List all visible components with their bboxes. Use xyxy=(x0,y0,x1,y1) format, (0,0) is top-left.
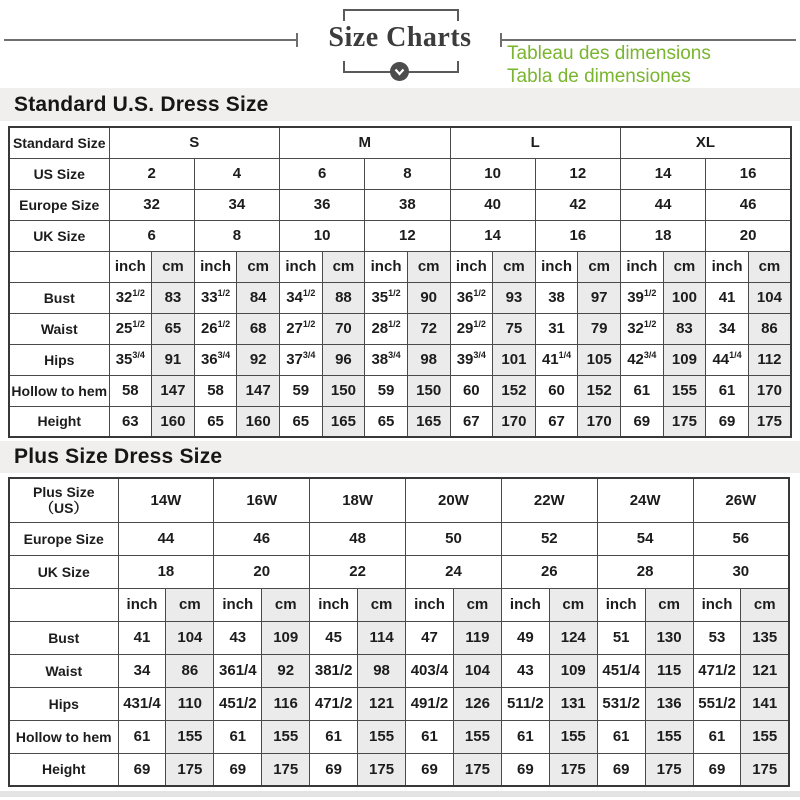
measure-row xyxy=(9,720,789,753)
size-cell: 14W xyxy=(118,478,214,522)
value-cell: 104 xyxy=(166,621,214,654)
standard-size-table-body xyxy=(9,127,791,437)
value-cell: 91 xyxy=(152,344,195,375)
value-cell: 121 xyxy=(358,687,406,720)
unit-cell: cm xyxy=(358,588,406,621)
value-cell: 147 xyxy=(152,375,195,406)
row-label: Hollow to hem xyxy=(9,720,118,753)
unit-cell: inch xyxy=(450,251,493,282)
size-cell: 14 xyxy=(450,220,535,251)
value-cell: 175 xyxy=(549,753,597,786)
size-cell: 48 xyxy=(310,522,406,555)
size-cell: 20 xyxy=(706,220,791,251)
value-cell: 147 xyxy=(237,375,280,406)
value-cell: 65 xyxy=(194,406,237,437)
plus-section-band xyxy=(0,441,800,473)
value-cell: 51 xyxy=(597,621,645,654)
size-cell: M xyxy=(280,127,451,158)
size-cell: 26 xyxy=(501,555,597,588)
size-cell: 8 xyxy=(365,158,450,189)
value-cell: 170 xyxy=(578,406,621,437)
size-cell: 18 xyxy=(118,555,214,588)
row-label: Bust xyxy=(9,621,118,654)
standard-size-table xyxy=(8,126,792,438)
value-cell: 65 xyxy=(280,406,323,437)
value-cell: 69 xyxy=(621,406,664,437)
size-cell: L xyxy=(450,127,621,158)
unit-cell: inch xyxy=(501,588,549,621)
size-cell: 30 xyxy=(693,555,789,588)
value-cell: 69 xyxy=(406,753,454,786)
value-cell: $42^{3/4}$ xyxy=(621,344,664,375)
chevron-down-icon xyxy=(390,62,409,81)
value-cell: 105 xyxy=(578,344,621,375)
size-cell: 18 xyxy=(621,220,706,251)
title-bracket-top xyxy=(343,9,459,21)
unit-cell: cm xyxy=(322,251,365,282)
value-cell: 155 xyxy=(358,720,406,753)
value-cell: 531/2 xyxy=(597,687,645,720)
unit-cell: cm xyxy=(741,588,789,621)
value-cell: 361/4 xyxy=(214,654,262,687)
value-cell: 160 xyxy=(152,406,195,437)
size-cell: 2 xyxy=(109,158,194,189)
value-cell: 86 xyxy=(166,654,214,687)
value-cell: $39^{3/4}$ xyxy=(450,344,493,375)
value-cell: 79 xyxy=(578,313,621,344)
unit-cell: inch xyxy=(118,588,166,621)
unit-cell: cm xyxy=(453,588,501,621)
value-cell: 101 xyxy=(493,344,536,375)
value-cell: 67 xyxy=(450,406,493,437)
right-rule xyxy=(500,39,796,41)
row-label: Waist xyxy=(9,313,109,344)
unit-cell: inch xyxy=(406,588,454,621)
unit-cell: cm xyxy=(152,251,195,282)
value-cell: 70 xyxy=(322,313,365,344)
value-cell: 49 xyxy=(501,621,549,654)
row-label: Europe Size xyxy=(9,189,109,220)
unit-cell: inch xyxy=(280,251,323,282)
size-cell: 24W xyxy=(597,478,693,522)
value-cell: 114 xyxy=(358,621,406,654)
value-cell: 119 xyxy=(453,621,501,654)
standard-section-band xyxy=(0,88,800,121)
value-cell: 43 xyxy=(501,654,549,687)
value-cell: 126 xyxy=(453,687,501,720)
size-cell: 46 xyxy=(706,189,791,220)
value-cell: 97 xyxy=(578,282,621,313)
value-cell: 67 xyxy=(535,406,578,437)
value-cell: 124 xyxy=(549,621,597,654)
value-cell: 86 xyxy=(748,313,791,344)
size-row xyxy=(9,189,791,220)
value-cell: 175 xyxy=(358,753,406,786)
value-cell: 170 xyxy=(748,375,791,406)
value-cell: 152 xyxy=(578,375,621,406)
value-cell: 175 xyxy=(741,753,789,786)
size-cell: 18W xyxy=(310,478,406,522)
empty-cell xyxy=(9,251,109,282)
row-label: US Size xyxy=(9,158,109,189)
value-cell: 96 xyxy=(322,344,365,375)
left-rule-tick xyxy=(296,33,298,47)
value-cell: $34^{1/2}$ xyxy=(280,282,323,313)
value-cell: 131 xyxy=(549,687,597,720)
value-cell: 116 xyxy=(262,687,310,720)
unit-cell: inch xyxy=(365,251,408,282)
value-cell: $33^{1/2}$ xyxy=(194,282,237,313)
value-cell: 69 xyxy=(693,753,741,786)
size-cell: 10 xyxy=(280,220,365,251)
value-cell: 155 xyxy=(166,720,214,753)
size-cell: 44 xyxy=(621,189,706,220)
value-cell: 155 xyxy=(663,375,706,406)
unit-cell: cm xyxy=(578,251,621,282)
size-cell: 50 xyxy=(406,522,502,555)
value-cell: $28^{1/2}$ xyxy=(365,313,408,344)
value-cell: 69 xyxy=(597,753,645,786)
value-cell: $27^{1/2}$ xyxy=(280,313,323,344)
measure-row xyxy=(9,375,791,406)
value-cell: 130 xyxy=(645,621,693,654)
unit-cell: inch xyxy=(310,588,358,621)
value-cell: 90 xyxy=(407,282,450,313)
size-cell: 16 xyxy=(706,158,791,189)
value-cell: $37^{3/4}$ xyxy=(280,344,323,375)
size-row xyxy=(9,158,791,189)
value-cell: 88 xyxy=(322,282,365,313)
size-cell: 38 xyxy=(365,189,450,220)
plus-size-table-body xyxy=(9,478,789,786)
value-cell: 112 xyxy=(748,344,791,375)
measure-row xyxy=(9,282,791,313)
value-cell: 72 xyxy=(407,313,450,344)
value-cell: 381/2 xyxy=(310,654,358,687)
size-cell: 22W xyxy=(501,478,597,522)
row-label: Height xyxy=(9,753,118,786)
row-label: Europe Size xyxy=(9,522,118,555)
value-cell: 69 xyxy=(118,753,166,786)
value-cell: 100 xyxy=(663,282,706,313)
unit-cell: cm xyxy=(407,251,450,282)
row-label: Hips xyxy=(9,344,109,375)
value-cell: $41^{1/4}$ xyxy=(535,344,578,375)
value-cell: 59 xyxy=(280,375,323,406)
value-cell: 98 xyxy=(358,654,406,687)
left-rule xyxy=(4,39,297,41)
measure-row xyxy=(9,344,791,375)
value-cell: 175 xyxy=(645,753,693,786)
row-label: Waist xyxy=(9,654,118,687)
size-cell: XL xyxy=(621,127,792,158)
value-cell: 41 xyxy=(706,282,749,313)
unit-cell: inch xyxy=(109,251,152,282)
value-cell: 68 xyxy=(237,313,280,344)
measure-row xyxy=(9,406,791,437)
value-cell: 83 xyxy=(152,282,195,313)
value-cell: 551/2 xyxy=(693,687,741,720)
value-cell: 165 xyxy=(322,406,365,437)
value-cell: $38^{3/4}$ xyxy=(365,344,408,375)
value-cell: $36^{1/2}$ xyxy=(450,282,493,313)
value-cell: 175 xyxy=(453,753,501,786)
unit-cell: inch xyxy=(597,588,645,621)
value-cell: 150 xyxy=(322,375,365,406)
size-cell: 44 xyxy=(118,522,214,555)
page-title: Size Charts xyxy=(328,22,472,53)
row-label: Bust xyxy=(9,282,109,313)
row-label: Hips xyxy=(9,687,118,720)
value-cell: 155 xyxy=(453,720,501,753)
empty-cell xyxy=(9,588,118,621)
unit-cell: inch xyxy=(693,588,741,621)
value-cell: 69 xyxy=(214,753,262,786)
size-cell: S xyxy=(109,127,280,158)
value-cell: 31 xyxy=(535,313,578,344)
size-cell: 4 xyxy=(194,158,279,189)
unit-cell: inch xyxy=(706,251,749,282)
value-cell: 155 xyxy=(549,720,597,753)
size-cell: 34 xyxy=(194,189,279,220)
size-row xyxy=(9,522,789,555)
value-cell: 141 xyxy=(741,687,789,720)
standard-section-heading: Standard U.S. Dress Size xyxy=(14,92,269,116)
value-cell: 92 xyxy=(262,654,310,687)
measure-row xyxy=(9,313,791,344)
size-row xyxy=(9,220,791,251)
value-cell: $44^{1/4}$ xyxy=(706,344,749,375)
size-cell: 8 xyxy=(194,220,279,251)
value-cell: 84 xyxy=(237,282,280,313)
value-cell: 58 xyxy=(109,375,152,406)
value-cell: $29^{1/2}$ xyxy=(450,313,493,344)
value-cell: 63 xyxy=(109,406,152,437)
value-cell: 61 xyxy=(406,720,454,753)
size-cell: 6 xyxy=(109,220,194,251)
measure-row xyxy=(9,621,789,654)
unit-row xyxy=(9,251,791,282)
unit-cell: cm xyxy=(166,588,214,621)
value-cell: 104 xyxy=(748,282,791,313)
value-cell: 53 xyxy=(693,621,741,654)
value-cell: 471/2 xyxy=(310,687,358,720)
row-label: Hollow to hem xyxy=(9,375,109,406)
unit-cell: inch xyxy=(535,251,578,282)
value-cell: 160 xyxy=(237,406,280,437)
value-cell: 121 xyxy=(741,654,789,687)
unit-cell: cm xyxy=(262,588,310,621)
value-cell: 451/2 xyxy=(214,687,262,720)
value-cell: 115 xyxy=(645,654,693,687)
size-cell: 12 xyxy=(365,220,450,251)
value-cell: 92 xyxy=(237,344,280,375)
value-cell: 60 xyxy=(450,375,493,406)
size-cell: 54 xyxy=(597,522,693,555)
plus-section-heading: Plus Size Dress Size xyxy=(14,445,223,468)
value-cell: 175 xyxy=(748,406,791,437)
value-cell: $25^{1/2}$ xyxy=(109,313,152,344)
value-cell: 135 xyxy=(741,621,789,654)
size-row xyxy=(9,478,789,522)
value-cell: 61 xyxy=(214,720,262,753)
value-cell: 98 xyxy=(407,344,450,375)
size-cell: 56 xyxy=(693,522,789,555)
value-cell: 61 xyxy=(118,720,166,753)
value-cell: 109 xyxy=(262,621,310,654)
row-label: Standard Size xyxy=(9,127,109,158)
value-cell: 59 xyxy=(365,375,408,406)
value-cell: $35^{1/2}$ xyxy=(365,282,408,313)
translation-spanish: Tabla de dimensiones xyxy=(507,66,691,87)
size-cell: 20 xyxy=(214,555,310,588)
value-cell: 136 xyxy=(645,687,693,720)
value-cell: 491/2 xyxy=(406,687,454,720)
value-cell: 165 xyxy=(407,406,450,437)
value-cell: 175 xyxy=(166,753,214,786)
unit-cell: cm xyxy=(748,251,791,282)
size-cell: 10 xyxy=(450,158,535,189)
value-cell: 110 xyxy=(166,687,214,720)
size-row xyxy=(9,555,789,588)
size-row xyxy=(9,127,791,158)
unit-cell: cm xyxy=(237,251,280,282)
value-cell: 34 xyxy=(118,654,166,687)
unit-cell: cm xyxy=(549,588,597,621)
value-cell: 60 xyxy=(535,375,578,406)
value-cell: 61 xyxy=(693,720,741,753)
row-label: UK Size xyxy=(9,555,118,588)
value-cell: 109 xyxy=(663,344,706,375)
row-label: Plus Size （US） xyxy=(9,478,118,522)
value-cell: 431/4 xyxy=(118,687,166,720)
value-cell: $26^{1/2}$ xyxy=(194,313,237,344)
measure-row xyxy=(9,753,789,786)
unit-row xyxy=(9,588,789,621)
value-cell: 69 xyxy=(706,406,749,437)
row-label: UK Size xyxy=(9,220,109,251)
value-cell: 75 xyxy=(493,313,536,344)
value-cell: 65 xyxy=(152,313,195,344)
value-cell: 65 xyxy=(365,406,408,437)
measure-row xyxy=(9,687,789,720)
value-cell: 104 xyxy=(453,654,501,687)
size-cell: 36 xyxy=(280,189,365,220)
size-cell: 20W xyxy=(406,478,502,522)
unit-cell: cm xyxy=(645,588,693,621)
size-cell: 42 xyxy=(535,189,620,220)
value-cell: 34 xyxy=(706,313,749,344)
value-cell: $39^{1/2}$ xyxy=(621,282,664,313)
size-cell: 24 xyxy=(406,555,502,588)
value-cell: 83 xyxy=(663,313,706,344)
value-cell: 155 xyxy=(262,720,310,753)
value-cell: 471/2 xyxy=(693,654,741,687)
value-cell: 170 xyxy=(493,406,536,437)
value-cell: 109 xyxy=(549,654,597,687)
value-cell: $36^{3/4}$ xyxy=(194,344,237,375)
right-rule-tick xyxy=(500,33,502,47)
size-cell: 28 xyxy=(597,555,693,588)
value-cell: 175 xyxy=(663,406,706,437)
unit-cell: inch xyxy=(621,251,664,282)
size-cell: 16 xyxy=(535,220,620,251)
row-label: Height xyxy=(9,406,109,437)
size-cell: 6 xyxy=(280,158,365,189)
value-cell: $32^{1/2}$ xyxy=(109,282,152,313)
size-cell: 40 xyxy=(450,189,535,220)
value-cell: 93 xyxy=(493,282,536,313)
size-cell: 12 xyxy=(535,158,620,189)
value-cell: 47 xyxy=(406,621,454,654)
value-cell: 175 xyxy=(262,753,310,786)
value-cell: 403/4 xyxy=(406,654,454,687)
value-cell: 61 xyxy=(310,720,358,753)
value-cell: 38 xyxy=(535,282,578,313)
size-cell: 46 xyxy=(214,522,310,555)
value-cell: $35^{3/4}$ xyxy=(109,344,152,375)
unit-cell: inch xyxy=(194,251,237,282)
value-cell: 511/2 xyxy=(501,687,549,720)
translation-french: Tableau des dimensions xyxy=(507,43,711,64)
value-cell: 155 xyxy=(645,720,693,753)
size-cell: 14 xyxy=(621,158,706,189)
size-cell: 32 xyxy=(109,189,194,220)
value-cell: 58 xyxy=(194,375,237,406)
value-cell: 61 xyxy=(621,375,664,406)
size-cell: 16W xyxy=(214,478,310,522)
value-cell: $32^{1/2}$ xyxy=(621,313,664,344)
value-cell: 155 xyxy=(741,720,789,753)
value-cell: 61 xyxy=(706,375,749,406)
value-cell: 61 xyxy=(501,720,549,753)
value-cell: 451/4 xyxy=(597,654,645,687)
plus-size-table xyxy=(8,477,790,787)
bottom-divider xyxy=(0,791,800,797)
unit-cell: cm xyxy=(493,251,536,282)
size-cell: 22 xyxy=(310,555,406,588)
value-cell: 43 xyxy=(214,621,262,654)
value-cell: 61 xyxy=(597,720,645,753)
size-cell: 52 xyxy=(501,522,597,555)
value-cell: 41 xyxy=(118,621,166,654)
unit-cell: cm xyxy=(663,251,706,282)
value-cell: 69 xyxy=(501,753,549,786)
measure-row xyxy=(9,654,789,687)
unit-cell: inch xyxy=(214,588,262,621)
value-cell: 150 xyxy=(407,375,450,406)
value-cell: 45 xyxy=(310,621,358,654)
value-cell: 152 xyxy=(493,375,536,406)
value-cell: 69 xyxy=(310,753,358,786)
size-cell: 26W xyxy=(693,478,789,522)
